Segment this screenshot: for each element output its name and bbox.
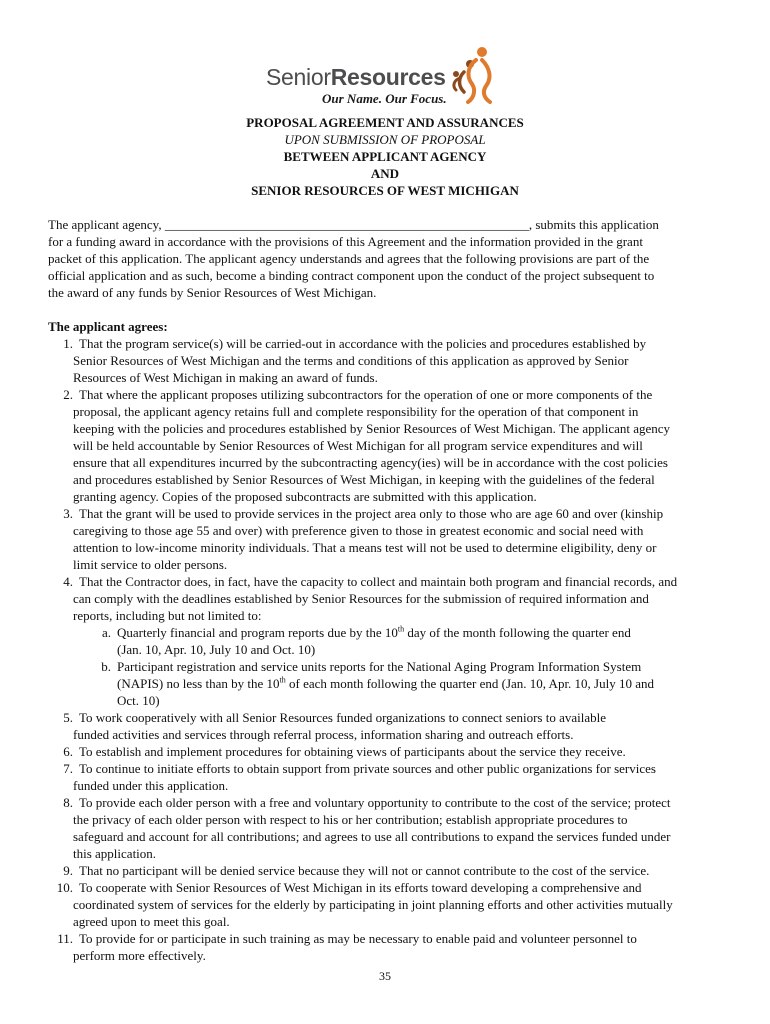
agreement-list <box>48 318 748 964</box>
list-item-4: 4. That the Contractor does, in fact, have the capacity to collect and maintain both program and financial records, and can comply with the deadlines established by Senior Resources for the submission of required information and reports, including but not limited to: a. Quarterly financial and program reports due by the 10th day of the month following the quarter end (Jan. 10, Apr. 10, July 10 and Oct. 10) b. Participant registration and service units reports for the National Aging Program Information System (NAPIS) no less than by the 10th of each month following the quarter end (Jan. 10, Apr. 10, July 10 and Oct. 10) <box>48 573 748 709</box>
logo-wordmark: SeniorResources <box>266 64 446 90</box>
sub-item-b: b. Participant registration and service units reports for the National Aging Program Information System (NAPIS) no less than by the 10th of each month following the quarter end (Jan. 10, Apr. 10, July 10 and Oct. 10) <box>101 659 654 708</box>
list-item-10: 10. To cooperate with Senior Resources of West Michigan in its efforts toward developing a comprehensive and coordinated system of services for the elderly by participating in joint planning efforts and other activities mutually agreed upon to meet this goal. <box>56 880 673 929</box>
people-figures-icon <box>446 44 498 104</box>
title-line-2: UPON SUBMISSION OF PROPOSAL <box>284 132 486 147</box>
senior-resources-logo <box>262 44 502 110</box>
list-item-5: 5. To work cooperatively with all Senior Resources funded organizations to connect seniors to available funded activities and services through referral process, information sharing and outreach efforts. <box>63 710 607 742</box>
list-item-3: 3. That the grant will be used to provide services in the project area only to those who are age 60 and over (kinship caregiving to those age 55 and over) with preference given to those in greatest economic and social need with attention to low-income minority individuals. That a means test will not be used to determine eligibility, deny or limit service to older persons. <box>63 506 664 572</box>
agrees-heading: The applicant agrees: <box>48 319 168 334</box>
title-line-3: BETWEEN APPLICANT AGENCY <box>283 149 487 164</box>
page-number: 35 <box>379 969 391 983</box>
list-item-9: 9. That no participant will be denied service because they will not or cannot contribute to the cost of the service. <box>63 863 650 878</box>
title-line-1: PROPOSAL AGREEMENT AND ASSURANCES <box>246 115 524 130</box>
list-item-1: 1. That the program service(s) will be carried-out in accordance with the policies and procedures established by Senior Resources of West Michigan and the terms and conditions of this application as approved by Senior Resources of West Michigan in making an award of funds. <box>63 336 647 385</box>
list-item-6: 6. To establish and implement procedures for obtaining views of participants about the service they receive. <box>63 744 626 759</box>
sub-item-a: a. Quarterly financial and program reports due by the 10th day of the month following the quarter end (Jan. 10, Apr. 10, July 10 and Oct. 10) <box>101 624 631 657</box>
title-line-5: SENIOR RESOURCES OF WEST MICHIGAN <box>251 183 519 198</box>
list-item-2: 2. That where the applicant proposes utilizing subcontractors for the operation of one or more components of the proposal, the applicant agency retains full and complete responsibility for the operation of that component in keeping with the policies and procedures established by Senior Resources of West Michigan. The applicant agency will be held accountable by Senior Resources of West Michigan for all program service expenditures and will ensure that all expenditures incurred by the subcontracting agency(ies) will be in accordance with the cost policies and procedures established by Senior Resources of West Michigan, in keeping with the guidelines of the federal granting agency. Copies of the proposed subcontracts are submitted with this application. <box>63 387 671 504</box>
intro-paragraph: The applicant agency, ________________________________________________________, submits this application for a funding award in accordance with the provisions of this Agreement and the information provided in the grant packet of this application. The applicant agency understands and agrees that the following provisions are part of the official application and as such, become a binding contract component upon the conduct of the project subsequent to the award of any funds by Senior Resources of West Michigan. <box>48 217 659 300</box>
list-item-11: 11. To provide for or participate in such training as may be necessary to enable paid and volunteer personnel to perform more effectively. <box>57 931 637 963</box>
list-item-7: 7. To continue to initiate efforts to obtain support from private sources and other public organizations for services funded under this application. <box>63 761 656 793</box>
title-line-4: AND <box>370 166 400 181</box>
logo-tagline: Our Name. Our Focus. <box>322 91 447 106</box>
list-item-8: 8. To provide each older person with a free and voluntary opportunity to contribute to the cost of the service; protect the privacy of each older person with respect to his or her contribution; establish appropriate procedures to safeguard and account for all contributions; and agrees to use all contributions to expand the services funded under this application. <box>63 795 671 861</box>
